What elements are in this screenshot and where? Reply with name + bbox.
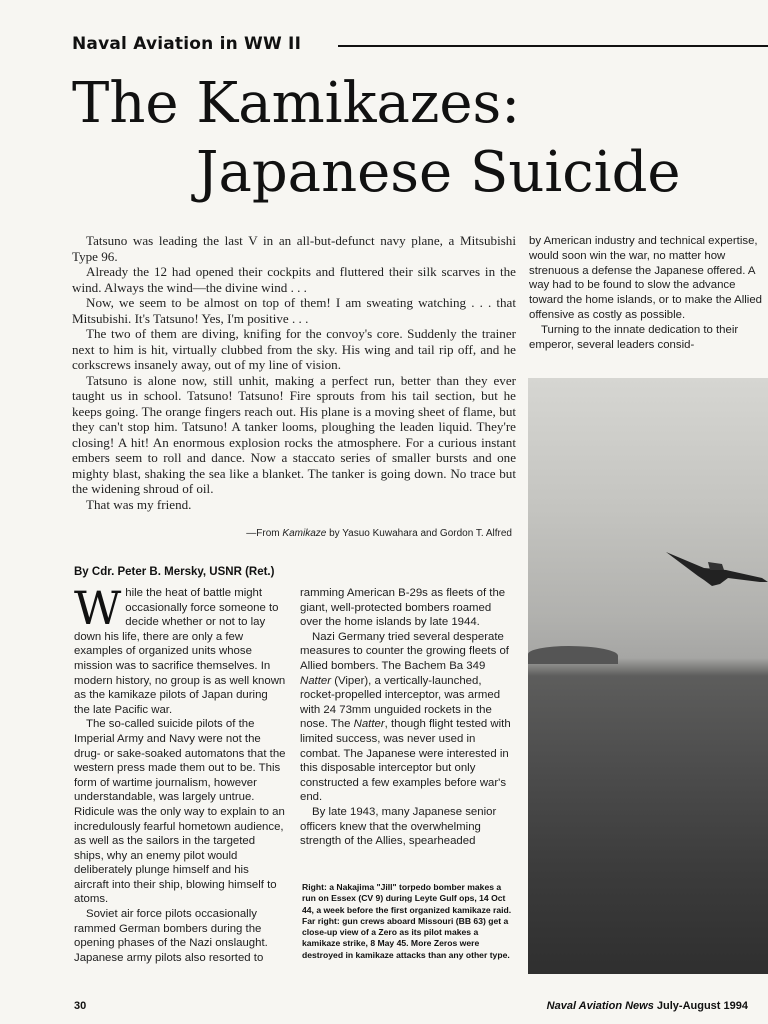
issue-date: July-August 1994 xyxy=(656,1000,748,1012)
article-title-line1: The Kamikazes: xyxy=(72,71,521,136)
attr-authors: by Yasuo Kuwahara and Gordon T. Alfred xyxy=(326,528,512,539)
attr-prefix: —From xyxy=(246,528,283,539)
quote-paragraph: That was my friend. xyxy=(86,496,192,512)
text-run: , though flight tested with limited success, was never used in combat. The Japanese were interested in this disposable interceptor but only constructed a few examples before war's end. xyxy=(300,718,511,804)
footer-publication xyxy=(547,1000,748,1012)
article-byline: By Cdr. Peter B. Mersky, USNR (Ret.) xyxy=(74,566,275,578)
quote-attribution xyxy=(72,528,512,539)
right-column-text xyxy=(529,234,763,352)
article-paragraph: ramming American B-29s as fleets of the giant, well-protected bombers roamed over the home islands by late 1944. xyxy=(300,587,506,629)
text-run: Nazi Germany tried several desperate measures to counter the growing fleets of Allied bombers. The Bachem Ba 349 xyxy=(300,630,509,672)
quote-paragraph: Tatsuno is alone now, still unhit, making a perfect run, better than they ever taught us in school. Tatsuno! Tatsuno! Fire sprouts from his tail section, but he keeps going. The orange fingers reach out. His plane is a moving sheet of flame, but they can't stop him. Tatsuno! A tanker looms, ploughing the leaden liquid. They're closing! A hit! An enormous explosion rocks the atmosphere. For a curious instant embers seem to roll and dance. Now a staccato series of smaller bursts and one mighty blast, shaking the sea like a blanket. The tanker is going down. No trace but the widening shroud of oil. xyxy=(72,372,516,496)
article-paragraph xyxy=(74,581,286,717)
right-paragraph: by American industry and technical expertise, would soon win the war, no matter how strenuous a defense the Japanese offered. A way had to be found to slow the advance toward the home islands, or to make the Allied offensive as costly as possible. xyxy=(529,235,763,321)
natter-italic: Natter xyxy=(353,718,385,731)
drop-cap: W xyxy=(74,581,122,635)
quote-paragraph: Tatsuno was leading the last V in an all-but-defunct navy plane, a Mitsubishi Type 96. xyxy=(72,233,516,264)
aircraft-icon xyxy=(664,548,768,592)
kamikaze-photo xyxy=(528,378,768,974)
quote-paragraph: Now, we seem to be almost on top of them! I am sweating watching . . . that Mitsubishi. It's Tatsuno! Yes, I'm positive . . . xyxy=(72,295,516,326)
text-run: (Viper), a vertically-launched, rocket-propelled interceptor, was armed with 24 73mm unguided rockets in the nose. The xyxy=(300,674,501,731)
natter-italic: Natter xyxy=(300,674,332,687)
article-column-2 xyxy=(300,586,512,849)
right-paragraph: Turning to the innate dedication to their emperor, several leaders consid- xyxy=(529,323,739,351)
opening-text: hile the heat of battle might occasionally force someone to decide whether or not to lay down his life, there are only a few examples of organized units whose mission was to sacrifice themselves. In modern history, no group is as well known as the kamikaze pilots of Japan during the late Pacific war. xyxy=(74,587,286,716)
quote-paragraph: Already the 12 had opened their cockpits and fluttered their silk scarves in the wind. Always the wind—the divine wind . . . xyxy=(72,264,516,295)
photo-caption: Right: a Nakajima "Jill" torpedo bomber makes a run on Essex (CV 9) during Leyte Gulf ops, 14 Oct 44, a week before the first organized kamikaze raid. Far right: gun crews aboard Missouri (BB 63) get a close-up view of a Zero as its pilot makes a kamikaze strike, 8 May 45. More Zeros were destroyed in kamikaze attacks than any other type. xyxy=(302,882,512,960)
article-paragraph xyxy=(300,630,512,805)
article-column-1 xyxy=(74,581,286,965)
publication-name: Naval Aviation News xyxy=(546,1000,654,1012)
article-title-line2: Japanese Suicide xyxy=(196,140,681,205)
article-paragraph: Soviet air force pilots occasionally rammed German bombers during the opening phases of the Nazi onslaught. Japanese army pilots also resorted to xyxy=(74,908,268,964)
photo-shoreline xyxy=(528,646,618,664)
attr-book-title: Kamikaze xyxy=(282,528,327,539)
epigraph-quote xyxy=(72,233,516,512)
section-heading: Naval Aviation in WW II xyxy=(72,34,302,54)
page-number: 30 xyxy=(74,1000,87,1012)
quote-paragraph: The two of them are diving, knifing for the convoy's core. Suddenly the trainer next to him is hit, virtually clubbed from the sky. His wing and tail rip off, and he corkscrews insanely away, out of my line of vision. xyxy=(72,326,516,372)
article-paragraph: By late 1943, many Japanese senior officers knew that the overwhelming strength of the Allies, spearheaded xyxy=(300,805,497,848)
heading-rule xyxy=(338,45,768,47)
article-paragraph: The so-called suicide pilots of the Imperial Army and Navy were not the drug- or sake-soaked automatons that the western press made them out to be. This form of wartime journalism, however understandable, was largely untrue. Ridicule was the only way to explain to an incredulously fearful hometown audience, as well as the sailors in the targeted ships, why an enemy pilot would deliberately plunge himself and his aircraft into their ship, blowing himself to atoms. xyxy=(74,718,286,906)
